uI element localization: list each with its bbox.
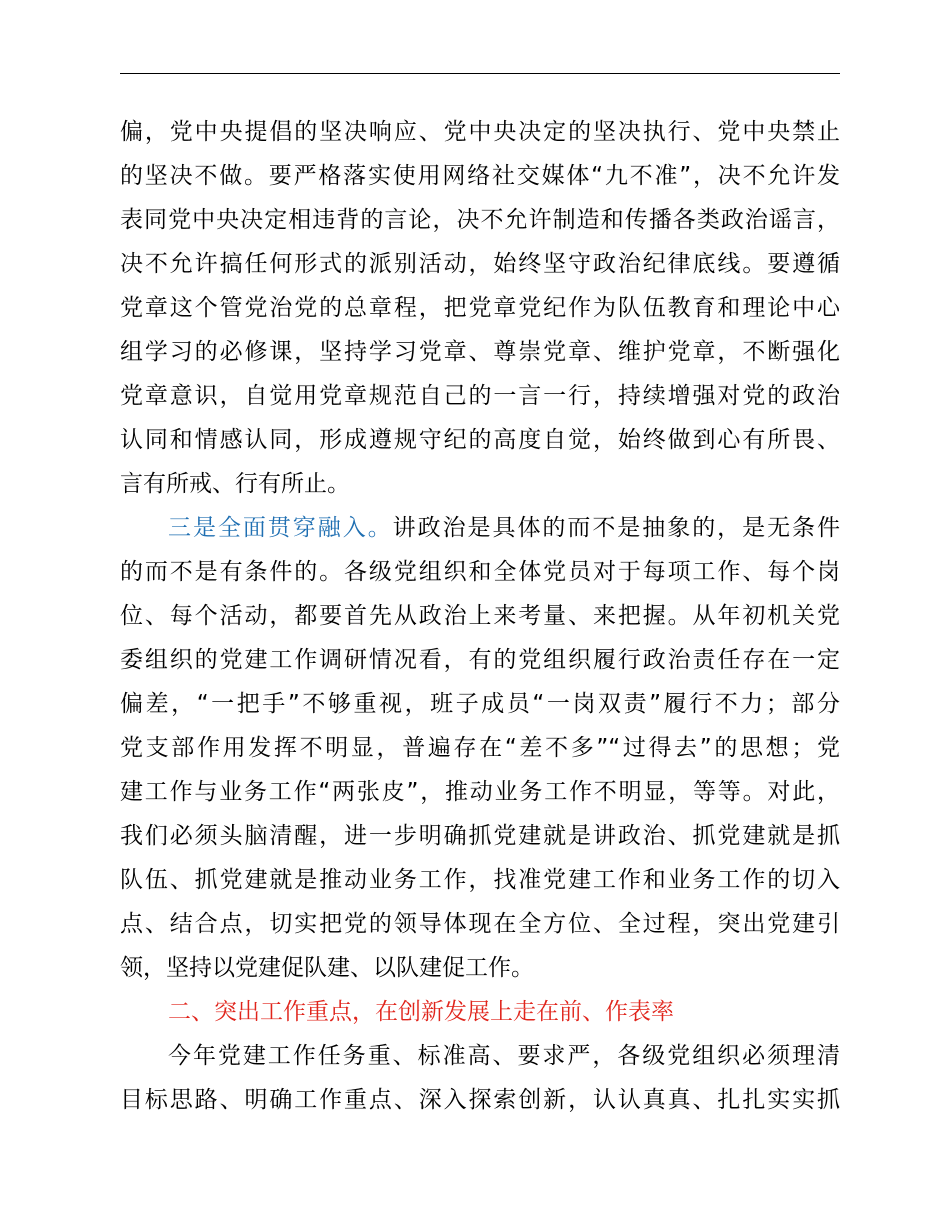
body-line: 决不允许搞任何形式的派别活动，始终坚守政治纪律底线。要遵循: [120, 251, 840, 277]
body-line: 偏差，“一把手”不够重视，班子成员“一岗双责”履行不力；部分: [120, 691, 840, 717]
body-line: 认同和情感认同，形成遵规守纪的高度自觉，始终做到心有所畏、: [120, 427, 840, 453]
body-line: 建工作与业务工作“两张皮”，推动业务工作不明显，等等。对此，: [120, 779, 840, 805]
body-line: 的坚决不做。要严格落实使用网络社交媒体“九不准”，决不允许发: [120, 163, 840, 189]
body-line: 组学习的必修课，坚持学习党章、尊崇党章、维护党章，不断强化: [120, 339, 840, 365]
body-line: 党章这个管党治党的总章程，把党章党纪作为队伍教育和理论中心: [120, 295, 840, 321]
paragraph-first-line: 今年党建工作任务重、标准高、要求严，各级党组织必须理清: [168, 1043, 840, 1069]
body-line: 党支部作用发挥不明显，普遍存在“差不多”“过得去”的思想；党: [120, 735, 840, 761]
paragraph-first-line: [168, 513, 840, 543]
body-text: 讲政治是具体的而不是抽象的，是无条件: [392, 515, 841, 541]
body-line: 领，坚持以党建促队建、以队建促工作。: [120, 955, 534, 981]
body-line: 我们必须头脑清醒，进一步明确抓党建就是讲政治、抓党建就是抓: [120, 823, 840, 849]
section-heading: 二、突出工作重点，在创新发展上走在前、作表率: [168, 999, 674, 1025]
body-line: 目标思路、明确工作重点、深入探索创新，认认真真、扎扎实实抓: [120, 1087, 840, 1113]
body-line: 的而不是有条件的。各级党组织和全体党员对于每项工作、每个岗: [120, 559, 840, 585]
body-line: 表同党中央决定相违背的言论，决不允许制造和传播各类政治谣言，: [120, 207, 840, 233]
header-rule: [120, 73, 840, 74]
body-line: 党章意识，自觉用党章规范自己的一言一行，持续增强对党的政治: [120, 383, 840, 409]
body-line: 言有所戒、行有所止。: [120, 471, 350, 497]
subheading-san-shi: 三是全面贯穿融入。: [168, 515, 393, 541]
body-line: 点、结合点，切实把党的领导体现在全方位、全过程，突出党建引: [120, 911, 840, 937]
body-line: 偏，党中央提倡的坚决响应、党中央决定的坚决执行、党中央禁止: [120, 119, 840, 145]
body-line: 队伍、抓党建就是推动业务工作，找准党建工作和业务工作的切入: [120, 867, 840, 893]
body-line: 委组织的党建工作调研情况看，有的党组织履行政治责任存在一定: [120, 647, 840, 673]
body-line: 位、每个活动，都要首先从政治上来考量、来把握。从年初机关党: [120, 603, 840, 629]
